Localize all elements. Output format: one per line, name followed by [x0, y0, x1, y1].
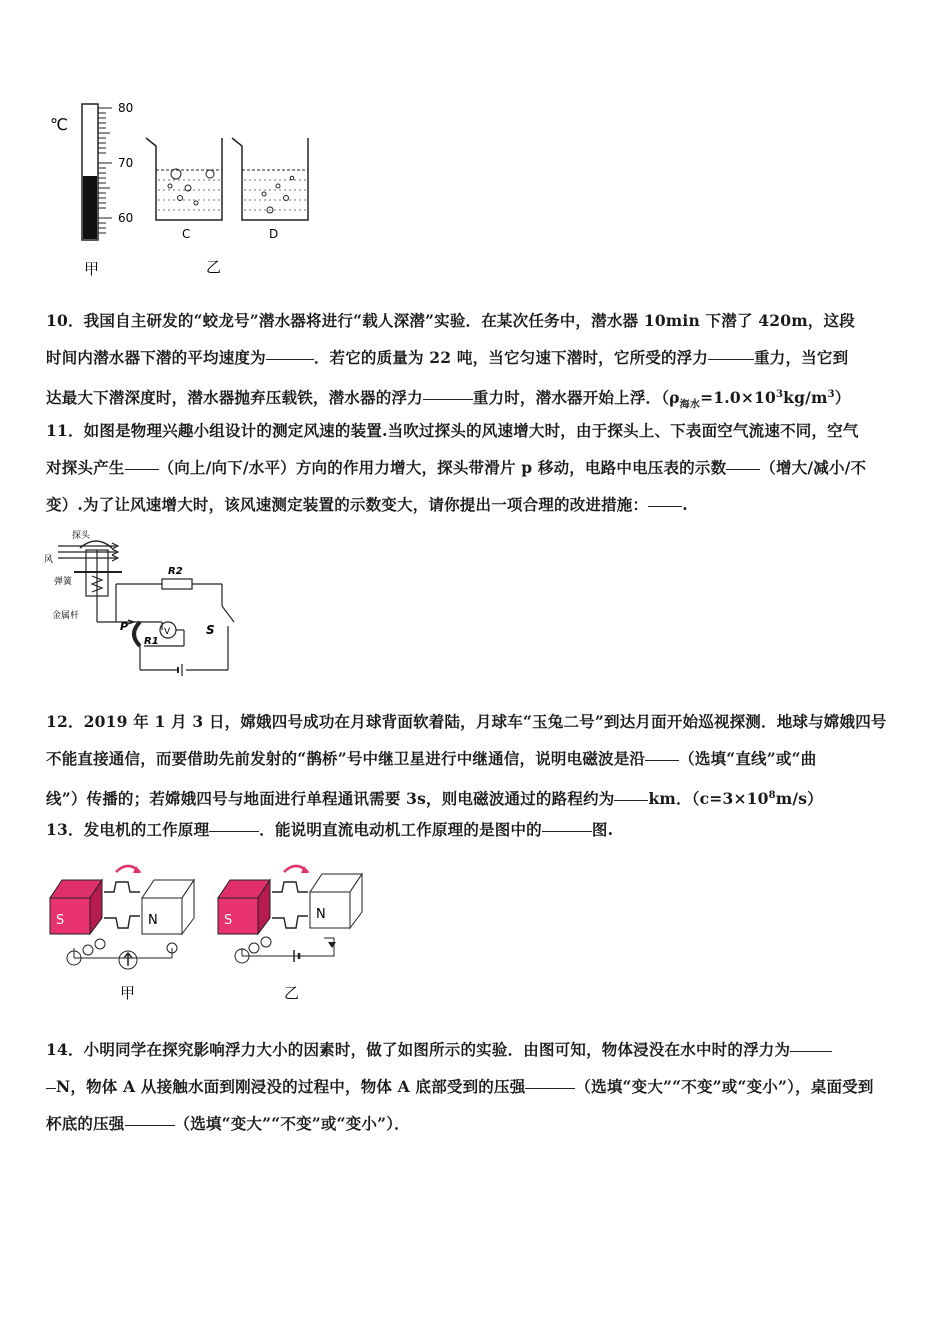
wind-speed-circuit-figure — [44, 526, 254, 682]
q11-line3: 变）.为了让风速增大时，该风速测定装置的示数变大，请你提出一项合理的改进措施： . — [46, 495, 688, 514]
label-p: P — [120, 620, 129, 633]
caption-yi-motor: 乙 — [284, 984, 300, 1002]
q12-line3: 线”）传播的；若嫦娥四号与地面进行单程通讯需要 3s，则电磁波通过的路程约为 km．$(c=3\times 10^8m/s)$ — [46, 789, 823, 809]
question-13 — [46, 811, 908, 848]
beaker-c-label: C — [182, 227, 191, 241]
tick-60: 60 — [118, 211, 134, 225]
caption-yi: 乙 — [206, 258, 222, 276]
label-switch: S — [206, 623, 215, 637]
q11-line2: 对探头产生 （向上/向下/水平）方向的作用力增大，探头带滑片 p 移动，电路中电压表的示数 （增大/减小/不 — [46, 458, 867, 477]
thermometer-beaker-figure — [40, 98, 340, 288]
answer-blank-motor-figure[interactable] — [542, 830, 592, 832]
question-12 — [46, 703, 908, 817]
label-spring: 弹簧 — [54, 577, 73, 587]
caption-jia: 甲 — [84, 260, 100, 278]
answer-blank-pressure-table[interactable] — [125, 1124, 175, 1126]
thermometer-unit: ℃ — [50, 115, 68, 134]
figure-jia — [50, 866, 194, 1002]
thermometer — [50, 101, 133, 240]
answer-blank-buoyancy[interactable] — [708, 358, 754, 360]
answer-blank-propagation[interactable] — [645, 759, 679, 761]
q13-line1: 13．发电机的工作原理 ．能说明直流电动机工作原理的是图中的 图. — [46, 820, 614, 839]
q14-line2: N，物体 A 从接触水面到刚浸没的过程中，物体 A 底部受到的压强 （选填“变大”“不变”或“变小”），桌面受到 — [46, 1068, 908, 1105]
tick-80: 80 — [118, 101, 134, 115]
answer-blank-speed[interactable] — [266, 358, 314, 360]
tick-70: 70 — [118, 156, 134, 170]
q12-line1: 12．2019 年 1 月 3 日，嫦娥四号成功在月球背面软着陆，月球车“玉兔二号”到达月面开始巡视探测．地球与嫦娥四号 — [46, 712, 887, 731]
pole-n-jia: N — [148, 913, 158, 928]
q10-line2: 时间内潜水器下潜的平均速度为 ．若它的质量为 22 吨，当它匀速下潜时，它所受的浮力 重力，当它到 — [46, 348, 849, 367]
label-probe: 探头 — [72, 531, 91, 541]
answer-blank-voltmeter[interactable] — [726, 468, 760, 470]
q11-line1: 11．如图是物理兴趣小组设计的测定风速的装置.当吹过探头的风速增大时，由于探头上、下表面空气流速不同，空气 — [46, 421, 859, 440]
q12-line2: 不能直接通信，而要借助先前发射的“鹊桥”号中继卫星进行中继通信，说明电磁波是沿 （选填“直线”或“曲 — [46, 749, 817, 768]
beaker-d — [232, 138, 308, 241]
pole-s-yi: S — [224, 913, 233, 928]
answer-blank-rise[interactable] — [423, 398, 473, 400]
q10-line3: 达最大下潜深度时，潜水器抛弃压载铁，潜水器的浮力 重力时，潜水器开始上浮．$(\rho_{海水}=1.0\times 10^3kg/m^3)$ — [46, 388, 851, 411]
pole-s-jia: S — [56, 913, 65, 928]
answer-blank-distance[interactable] — [614, 799, 648, 801]
label-metal-rod: 金属杆 — [52, 611, 80, 621]
pole-n-yi: N — [316, 907, 326, 922]
q14-line3: 杯底的压强 （选填“变大”“不变”或“变小”）． — [46, 1114, 410, 1133]
label-r1: R1 — [144, 636, 159, 647]
generator-motor-figure — [44, 852, 374, 1008]
beaker-d-label: D — [269, 227, 279, 241]
caption-jia-motor: 甲 — [120, 984, 136, 1002]
question-10 — [46, 302, 908, 423]
label-voltmeter: V — [164, 627, 171, 637]
answer-blank-force-part2[interactable] — [46, 1087, 56, 1089]
label-wind: 风 — [44, 555, 54, 565]
q14-line1: 14．小明同学在探究影响浮力大小的因素时，做了如图所示的实验．由图可知，物体浸没在水中时的浮力为 — [46, 1031, 908, 1068]
answer-blank-generator[interactable] — [209, 830, 259, 832]
answer-blank-force-part1[interactable] — [790, 1050, 832, 1052]
answer-blank-improvement[interactable] — [648, 505, 682, 507]
question-11 — [46, 412, 908, 523]
answer-blank-pressure-bottom[interactable] — [525, 1087, 575, 1089]
answer-blank-direction[interactable] — [125, 468, 159, 470]
figure-yi — [218, 866, 362, 1002]
q10-line1: 10．我国自主研发的“蛟龙号”潜水器将进行“载人深潜”实验．在某次任务中，潜水器 10min 下潜了 420m，这段 — [46, 311, 855, 330]
beaker-c — [146, 138, 222, 241]
label-r2: R2 — [168, 566, 183, 577]
question-14 — [46, 1031, 908, 1142]
